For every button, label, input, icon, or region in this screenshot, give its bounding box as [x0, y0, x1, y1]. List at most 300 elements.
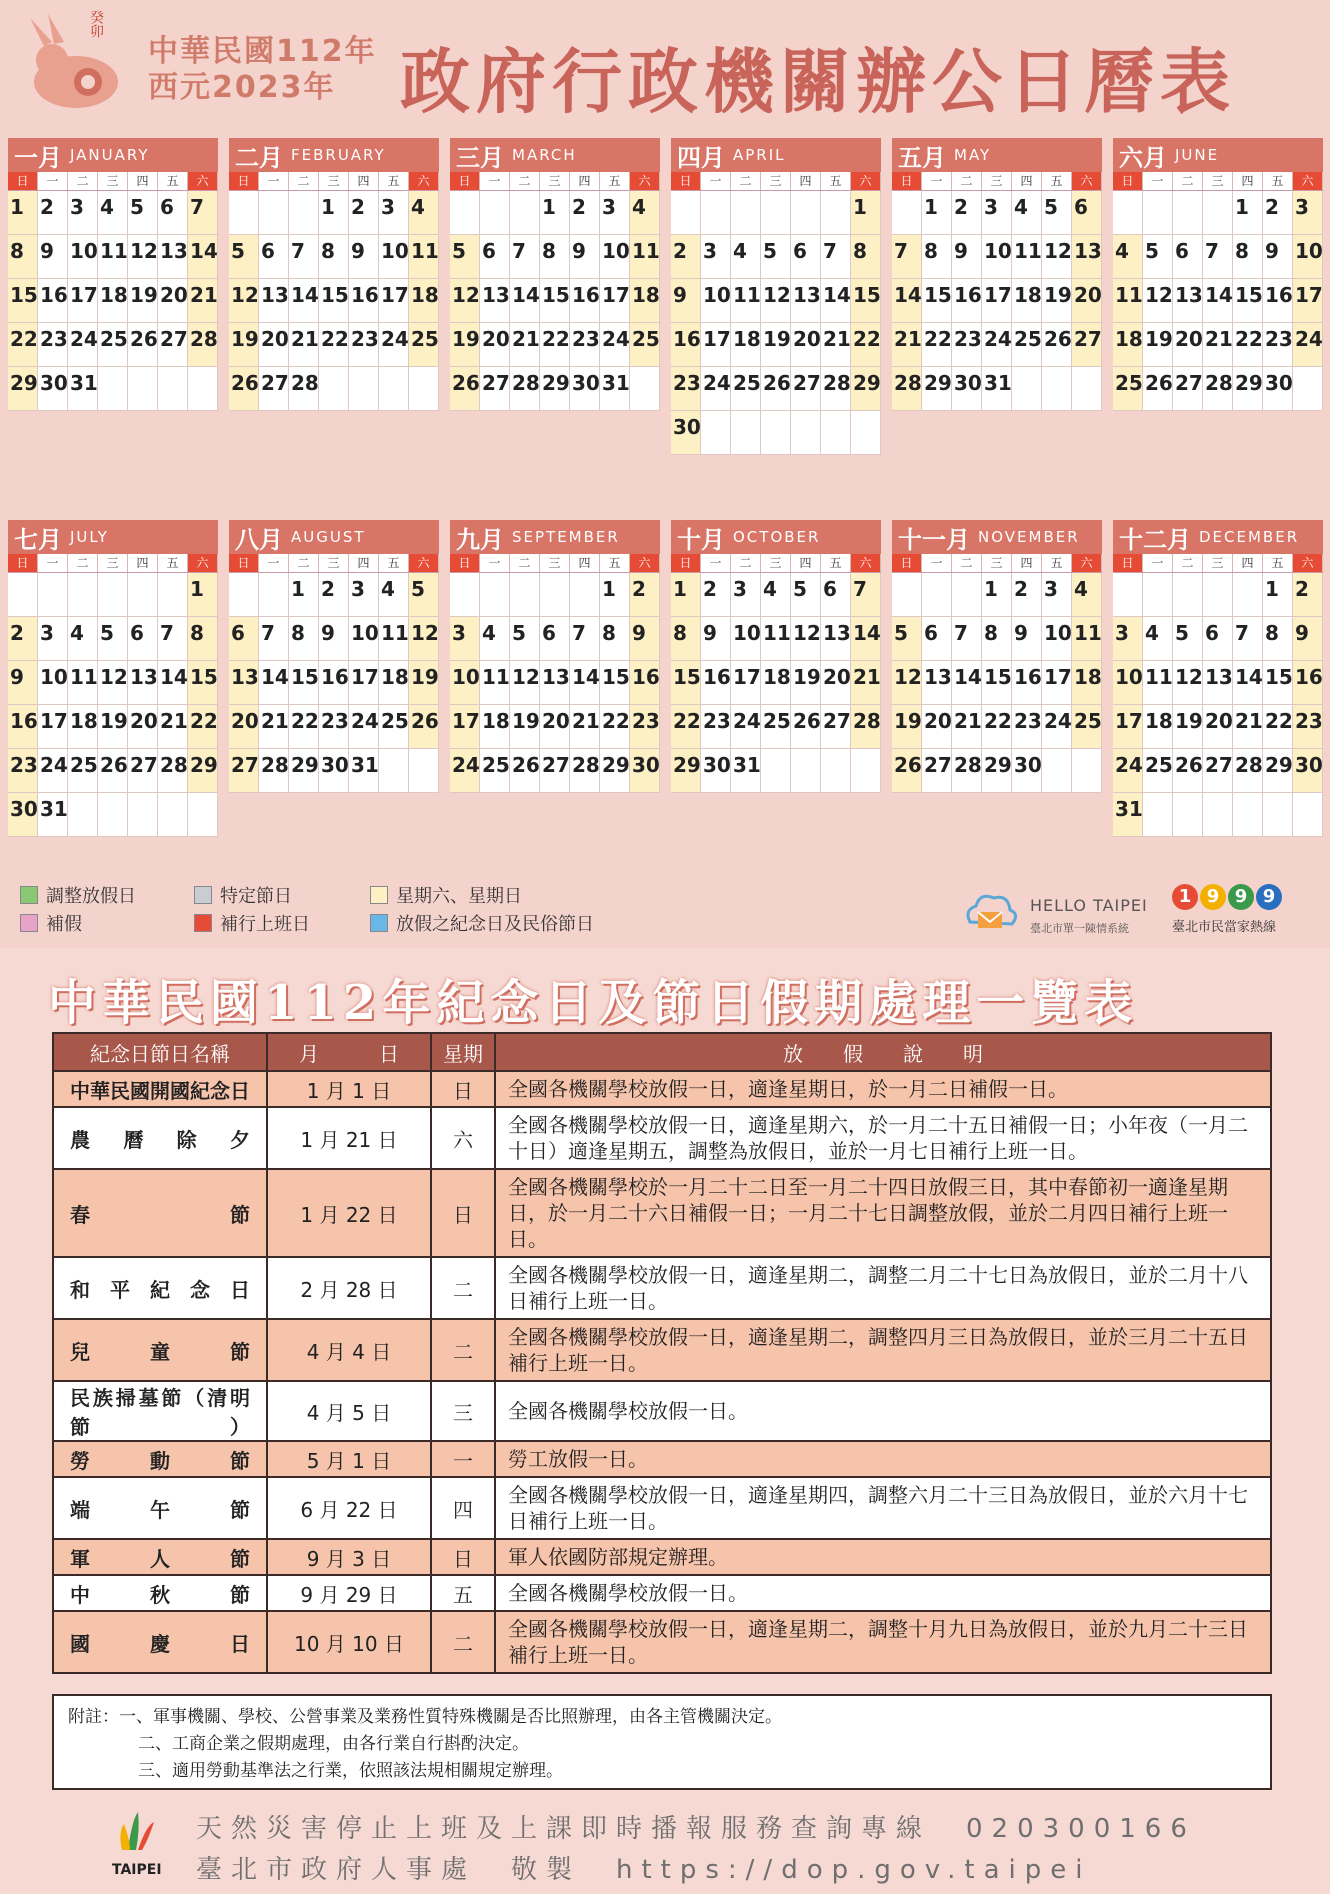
- day-number: 11: [411, 239, 439, 263]
- holiday-description: 全國各機關學校放假一日，適逢星期二，調整十月九日為放假日，並於九月二十三日補行上班一日。: [495, 1611, 1271, 1673]
- day-cell: [761, 705, 791, 749]
- weekday-label: 日: [8, 172, 38, 190]
- day-cell: [229, 279, 259, 323]
- day-cell: [570, 749, 600, 793]
- table-row: [53, 1257, 1271, 1319]
- day-number: 23: [10, 753, 38, 777]
- holiday-date: 6 月 22 日: [267, 1477, 431, 1539]
- day-cell: [671, 411, 701, 455]
- day-number: 14: [823, 283, 851, 307]
- day-cell: [1233, 749, 1263, 793]
- day-number: 26: [130, 327, 158, 351]
- hotline-1999-logo: 1 9 9 9 臺北市民當家熱線: [1172, 884, 1322, 944]
- special-swatch: [194, 886, 212, 904]
- holiday-date: 1 月 1 日: [267, 1071, 431, 1107]
- day-cell: [1012, 617, 1042, 661]
- day-number: 13: [542, 665, 570, 689]
- day-number: 7: [954, 621, 968, 645]
- day-number: 2: [351, 195, 365, 219]
- day-cell: [319, 191, 349, 235]
- day-number: 16: [1014, 665, 1042, 689]
- day-cell: [229, 235, 259, 279]
- weekday-label: 三: [98, 172, 128, 190]
- day-cell: [701, 573, 731, 617]
- empty-cell: [630, 367, 660, 411]
- day-number: 16: [954, 283, 982, 307]
- empty-cell: [1113, 573, 1143, 617]
- day-cell: [952, 661, 982, 705]
- holiday-date: 2 月 28 日: [267, 1257, 431, 1319]
- day-cell: [821, 367, 851, 411]
- day-cell: [289, 323, 319, 367]
- day-number: 19: [512, 709, 540, 733]
- day-cell: [229, 617, 259, 661]
- weekday-label: 六: [1072, 554, 1102, 572]
- day-number: 3: [984, 195, 998, 219]
- empty-cell: [229, 191, 259, 235]
- day-cell: [349, 279, 379, 323]
- day-number: 10: [351, 621, 379, 645]
- day-cell: [1263, 705, 1293, 749]
- day-number: 22: [321, 327, 349, 351]
- day-cell: [540, 367, 570, 411]
- day-cell: [8, 617, 38, 661]
- day-number: 20: [1074, 283, 1102, 307]
- day-number: 23: [673, 371, 701, 395]
- day-cell: [289, 279, 319, 323]
- empty-cell: [791, 749, 821, 793]
- day-number: 25: [1115, 371, 1143, 395]
- empty-cell: [1173, 191, 1203, 235]
- empty-cell: [1012, 367, 1042, 411]
- day-number: 31: [351, 753, 379, 777]
- day-cell: [379, 191, 409, 235]
- empty-cell: [671, 191, 701, 235]
- day-cell: [570, 279, 600, 323]
- holiday-table-section: [0, 948, 1330, 1894]
- empty-cell: [821, 411, 851, 455]
- day-cell: [731, 617, 761, 661]
- day-number: 30: [572, 371, 600, 395]
- day-number: 11: [1145, 665, 1173, 689]
- month-header: 三月 MARCH: [450, 138, 660, 172]
- day-cell: [1042, 661, 1072, 705]
- day-number: 9: [632, 621, 646, 645]
- day-cell: [349, 235, 379, 279]
- day-cell: [349, 705, 379, 749]
- weekday-label: 三: [761, 172, 791, 190]
- day-number: 24: [452, 753, 480, 777]
- day-cell: [952, 749, 982, 793]
- day-number: 10: [1115, 665, 1143, 689]
- day-number: 12: [452, 283, 480, 307]
- holiday-date: 4 月 4 日: [267, 1319, 431, 1381]
- day-cell: [1203, 705, 1233, 749]
- day-number: 27: [130, 753, 158, 777]
- weekday-label: 四: [349, 172, 379, 190]
- day-cell: [671, 749, 701, 793]
- day-cell: [701, 367, 731, 411]
- day-number: 20: [261, 327, 289, 351]
- weekday-label: 二: [731, 554, 761, 572]
- day-number: 31: [1115, 797, 1143, 821]
- empty-cell: [1173, 793, 1203, 837]
- day-number: 9: [40, 239, 54, 263]
- day-number: 20: [823, 665, 851, 689]
- day-number: 1: [10, 195, 24, 219]
- day-number: 24: [351, 709, 379, 733]
- holiday-description: 勞工放假一日。: [495, 1441, 1271, 1477]
- day-number: 10: [452, 665, 480, 689]
- day-number: 29: [673, 753, 701, 777]
- day-number: 20: [1175, 327, 1203, 351]
- day-number: 27: [160, 327, 188, 351]
- empty-cell: [128, 367, 158, 411]
- day-number: 27: [823, 709, 851, 733]
- day-cell: [38, 793, 68, 837]
- holiday-date: 1 月 22 日: [267, 1169, 431, 1257]
- day-number: 15: [924, 283, 952, 307]
- day-cell: [1263, 573, 1293, 617]
- day-number: 24: [40, 753, 68, 777]
- empty-cell: [761, 191, 791, 235]
- day-number: 7: [160, 621, 174, 645]
- day-cell: [349, 661, 379, 705]
- day-cell: [1113, 235, 1143, 279]
- day-number: 11: [482, 665, 510, 689]
- footer-maker: 臺北市政府人事處 敬製 https://dop.gov.taipei: [196, 1855, 1092, 1885]
- day-cell: [259, 367, 289, 411]
- day-number: 6: [793, 239, 807, 263]
- day-number: 16: [10, 709, 38, 733]
- day-cell: [1143, 705, 1173, 749]
- day-number: 28: [160, 753, 188, 777]
- empty-cell: [821, 749, 851, 793]
- empty-cell: [8, 573, 38, 617]
- day-cell: [480, 661, 510, 705]
- empty-cell: [1293, 367, 1323, 411]
- day-number: 9: [673, 283, 687, 307]
- day-cell: [701, 661, 731, 705]
- weekday-label: 五: [158, 172, 188, 190]
- day-number: 23: [1014, 709, 1042, 733]
- day-cell: [1203, 749, 1233, 793]
- empty-cell: [128, 793, 158, 837]
- day-number: 27: [261, 371, 289, 395]
- day-cell: [1233, 279, 1263, 323]
- day-number: 31: [984, 371, 1012, 395]
- day-number: 14: [512, 283, 540, 307]
- day-number: 23: [1295, 709, 1323, 733]
- day-cell: [158, 279, 188, 323]
- day-number: 15: [1265, 665, 1293, 689]
- day-cell: [450, 279, 480, 323]
- holiday-date: 5 月 1 日: [267, 1441, 431, 1477]
- empty-cell: [1113, 191, 1143, 235]
- day-number: 15: [673, 665, 701, 689]
- day-cell: [1233, 235, 1263, 279]
- day-cell: [98, 323, 128, 367]
- month-july: [8, 520, 218, 837]
- day-cell: [38, 191, 68, 235]
- day-number: 21: [160, 709, 188, 733]
- day-number: 16: [40, 283, 68, 307]
- day-cell: [1012, 279, 1042, 323]
- day-cell: [731, 323, 761, 367]
- day-cell: [289, 661, 319, 705]
- day-cell: [229, 705, 259, 749]
- day-cell: [922, 367, 952, 411]
- day-number: 14: [1235, 665, 1263, 689]
- holiday-weekday: 四: [431, 1477, 495, 1539]
- month-header: 五月 MAY: [892, 138, 1102, 172]
- month-october: [671, 520, 881, 793]
- day-number: 19: [894, 709, 922, 733]
- day-number: 22: [984, 709, 1012, 733]
- day-cell: [630, 617, 660, 661]
- day-number: 2: [1295, 577, 1309, 601]
- day-number: 16: [673, 327, 701, 351]
- day-cell: [188, 705, 218, 749]
- empty-cell: [259, 573, 289, 617]
- weekday-label: 一: [480, 172, 510, 190]
- day-number: 6: [231, 621, 245, 645]
- day-number: 20: [231, 709, 259, 733]
- day-number: 18: [632, 283, 660, 307]
- day-cell: [1263, 279, 1293, 323]
- day-cell: [289, 235, 319, 279]
- day-cell: [1173, 661, 1203, 705]
- day-number: 4: [632, 195, 646, 219]
- day-number: 21: [572, 709, 600, 733]
- weekday-label: 五: [379, 554, 409, 572]
- day-cell: [1042, 705, 1072, 749]
- workday-swatch: [194, 914, 212, 932]
- day-cell: [731, 573, 761, 617]
- holiday-weekday: 二: [431, 1257, 495, 1319]
- day-number: 8: [190, 621, 204, 645]
- day-cell: [409, 617, 439, 661]
- day-cell: [68, 367, 98, 411]
- day-cell: [188, 235, 218, 279]
- weekday-label: 三: [98, 554, 128, 572]
- holiday-table: [52, 1032, 1272, 1674]
- day-cell: [630, 235, 660, 279]
- day-number: 9: [1014, 621, 1028, 645]
- empty-cell: [480, 191, 510, 235]
- holiday-date: 10 月 10 日: [267, 1611, 431, 1673]
- day-cell: [982, 661, 1012, 705]
- empty-cell: [98, 367, 128, 411]
- weekday-label: 一: [922, 172, 952, 190]
- day-number: 7: [853, 577, 867, 601]
- day-number: 28: [1235, 753, 1263, 777]
- day-number: 31: [733, 753, 761, 777]
- day-number: 14: [572, 665, 600, 689]
- day-cell: [379, 573, 409, 617]
- day-number: 2: [673, 239, 687, 263]
- day-number: 26: [1044, 327, 1072, 351]
- day-number: 26: [1145, 371, 1173, 395]
- empty-cell: [38, 573, 68, 617]
- day-cell: [892, 749, 922, 793]
- day-cell: [259, 749, 289, 793]
- day-number: 30: [703, 753, 731, 777]
- day-cell: [38, 705, 68, 749]
- day-cell: [540, 279, 570, 323]
- empty-cell: [892, 573, 922, 617]
- day-cell: [8, 235, 38, 279]
- day-cell: [952, 617, 982, 661]
- day-number: 29: [1235, 371, 1263, 395]
- day-number: 27: [1074, 327, 1102, 351]
- empty-cell: [450, 191, 480, 235]
- empty-cell: [1203, 573, 1233, 617]
- day-number: 1: [321, 195, 335, 219]
- weekday-label: 六: [188, 554, 218, 572]
- day-number: 25: [733, 371, 761, 395]
- day-cell: [188, 191, 218, 235]
- day-number: 8: [542, 239, 556, 263]
- day-cell: [540, 191, 570, 235]
- day-cell: [671, 573, 701, 617]
- day-cell: [1293, 749, 1323, 793]
- empty-cell: [128, 573, 158, 617]
- day-cell: [1233, 323, 1263, 367]
- day-number: 31: [602, 371, 630, 395]
- day-cell: [922, 617, 952, 661]
- day-cell: [1113, 749, 1143, 793]
- holiday-description: 全國各機關學校放假一日。: [495, 1575, 1271, 1611]
- day-number: 22: [542, 327, 570, 351]
- month-march: [450, 138, 660, 411]
- day-number: 9: [1295, 621, 1309, 645]
- holiday-description: 全國各機關學校放假一日，適逢星期二，調整二月二十七日為放假日，並於二月十八日補行上班一日。: [495, 1257, 1271, 1319]
- day-number: 3: [1115, 621, 1129, 645]
- day-cell: [319, 749, 349, 793]
- month-header: 十月 OCTOBER: [671, 520, 881, 554]
- day-number: 13: [231, 665, 259, 689]
- day-cell: [982, 323, 1012, 367]
- day-cell: [731, 705, 761, 749]
- day-cell: [1012, 705, 1042, 749]
- weekday-label: 六: [409, 172, 439, 190]
- day-cell: [570, 661, 600, 705]
- day-cell: [570, 235, 600, 279]
- weekday-label: 四: [1012, 172, 1042, 190]
- day-cell: [98, 191, 128, 235]
- day-number: 21: [261, 709, 289, 733]
- day-number: 22: [1265, 709, 1293, 733]
- day-number: 12: [793, 621, 821, 645]
- weekday-label: 二: [510, 172, 540, 190]
- weekday-label: 一: [259, 554, 289, 572]
- table-row: [53, 1381, 1271, 1441]
- day-cell: [630, 749, 660, 793]
- day-number: 9: [703, 621, 717, 645]
- weekday-label: 日: [892, 554, 922, 572]
- day-number: 16: [703, 665, 731, 689]
- day-cell: [409, 705, 439, 749]
- day-cell: [600, 705, 630, 749]
- table-title: 中華民國112年紀念日及節日假期處理一覽表: [48, 975, 1139, 1031]
- day-cell: [1113, 367, 1143, 411]
- day-cell: [259, 279, 289, 323]
- day-number: 29: [602, 753, 630, 777]
- day-cell: [731, 367, 761, 411]
- empty-cell: [922, 573, 952, 617]
- day-number: 13: [924, 665, 952, 689]
- day-cell: [1233, 661, 1263, 705]
- empty-cell: [1143, 573, 1173, 617]
- day-cell: [922, 191, 952, 235]
- day-number: 17: [452, 709, 480, 733]
- table-row: [53, 1071, 1271, 1107]
- day-cell: [1072, 191, 1102, 235]
- day-number: 28: [512, 371, 540, 395]
- day-number: 25: [100, 327, 128, 351]
- day-cell: [68, 279, 98, 323]
- day-cell: [701, 279, 731, 323]
- day-number: 29: [924, 371, 952, 395]
- day-cell: [1293, 661, 1323, 705]
- holiday-weekday: 日: [431, 1169, 495, 1257]
- empty-cell: [98, 573, 128, 617]
- day-cell: [349, 191, 379, 235]
- weekday-label: 四: [128, 172, 158, 190]
- day-number: 10: [733, 621, 761, 645]
- empty-cell: [510, 573, 540, 617]
- day-number: 30: [40, 371, 68, 395]
- day-cell: [630, 279, 660, 323]
- day-cell: [158, 705, 188, 749]
- header-desc: 放 假 說 明: [495, 1033, 1271, 1071]
- day-cell: [289, 573, 319, 617]
- day-cell: [8, 367, 38, 411]
- day-cell: [510, 705, 540, 749]
- day-number: 14: [160, 665, 188, 689]
- weekday-label: 四: [791, 172, 821, 190]
- day-cell: [851, 705, 881, 749]
- weekday-label: 日: [450, 554, 480, 572]
- day-number: 19: [100, 709, 128, 733]
- weekday-label: 日: [892, 172, 922, 190]
- day-number: 12: [231, 283, 259, 307]
- day-cell: [952, 191, 982, 235]
- day-cell: [1113, 617, 1143, 661]
- day-cell: [319, 235, 349, 279]
- day-cell: [1293, 191, 1323, 235]
- day-cell: [952, 323, 982, 367]
- day-number: 3: [40, 621, 54, 645]
- day-number: 22: [190, 709, 218, 733]
- month-header: 四月 APRIL: [671, 138, 881, 172]
- day-number: 30: [1265, 371, 1293, 395]
- weekday-label: 五: [600, 554, 630, 572]
- day-cell: [1012, 661, 1042, 705]
- cloud-mail-icon: [960, 888, 1020, 938]
- month-april: [671, 138, 881, 455]
- day-cell: [379, 235, 409, 279]
- day-number: 6: [261, 239, 275, 263]
- day-cell: [158, 617, 188, 661]
- day-number: 26: [1175, 753, 1203, 777]
- day-number: 20: [542, 709, 570, 733]
- day-number: 18: [1115, 327, 1143, 351]
- empty-cell: [731, 191, 761, 235]
- taipei-logo-text: TAIPEI: [112, 1862, 162, 1878]
- day-cell: [671, 235, 701, 279]
